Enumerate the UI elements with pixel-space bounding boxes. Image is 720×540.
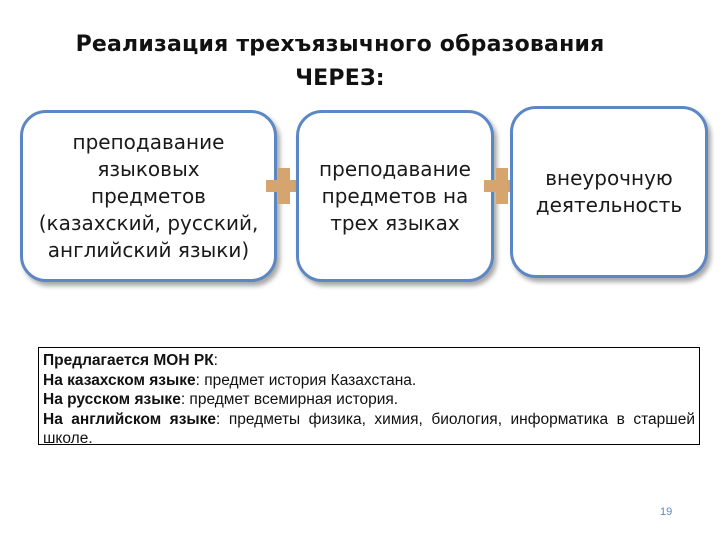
note-row-kazakh [43,371,695,391]
note-row-english [43,410,695,449]
note-row-label: На казахском языке [43,371,196,389]
slide-title-line-2: ЧЕРЕЗ: [295,66,385,91]
ministry-proposal-note [38,347,700,445]
note-row-label: На английском языке [43,410,217,428]
note-heading [43,351,695,371]
page-number: 19 [660,506,673,518]
extracurricular-box [510,106,708,278]
note-heading-suffix: : [213,352,218,369]
extracurricular-text: внеурочную деятельность [535,166,683,217]
note-heading-label: Предлагается МОН РК [43,352,214,369]
note-row-text: : предмет всемирная история. [180,391,399,408]
slide-title-line-1: Реализация трехъязычного образования [75,32,605,57]
trilingual-subjects-text: преподавание предметов на трех языках [319,156,471,235]
note-row-text: : предметы физика, химия, биология, информатика в старшей школе. [43,410,695,447]
trilingual-subjects-box [296,110,494,282]
slide-title [40,28,640,96]
language-subjects-box [20,110,277,282]
note-row-russian [43,390,695,410]
note-row-label: На русском языке [43,391,181,408]
language-subjects-text: преподавание языковых предметов (казахский, русский, английский языки) [38,129,259,262]
note-row-text: : предмет история Казахстана. [195,371,417,389]
